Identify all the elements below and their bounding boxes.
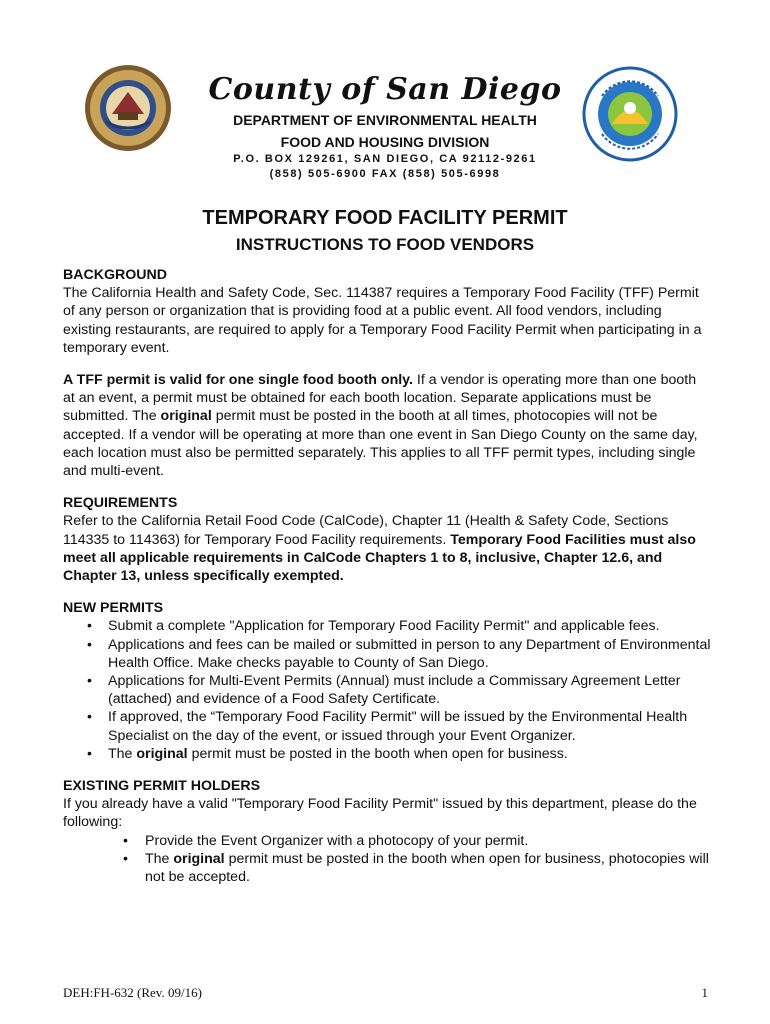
- list-item: • Applications and fees can be mailed or submitted in person to any Department of Environmental Health Office. Make checks payable to County of San Diego.: [87, 636, 711, 671]
- division-name: FOOD AND HOUSING DIVISION: [280, 134, 490, 150]
- list-item: • The original permit must be posted in the booth when open for business, photocopies will not be accepted.: [123, 850, 709, 886]
- deh-seal-logo: [582, 66, 678, 162]
- tff-single-booth-note: A TFF permit is valid for one single food booth only.: [63, 372, 413, 389]
- existing-holders-list: [63, 832, 711, 887]
- document-subtitle: INSTRUCTIONS TO FOOD VENDORS: [235, 235, 535, 254]
- page-number: 1: [701, 985, 708, 1000]
- letterhead: [190, 72, 580, 182]
- existing-holders-heading: EXISTING PERMIT HOLDERS: [63, 778, 261, 795]
- document-titles: [0, 205, 770, 257]
- department-name: DEPARTMENT OF ENVIRONMENTAL HEALTH: [233, 112, 537, 128]
- list-item: • If approved, the “Temporary Food Facility Permit" will be issued by the Environmental Health Specialist on the day of the event, or issued through your Event Organizer.: [87, 709, 688, 744]
- new-permits-list: [63, 617, 711, 763]
- list-item: • The original permit must be posted in the booth when open for business.: [87, 745, 568, 762]
- background-paragraph-1: The California Health and Safety Code, Sec. 114387 requires a Temporary Food Facility (TFF) Permit of any person or organization that is providing food at a public event. All food vendors, including existing restaurants, are required to apply for a Temporary Food Facility Permit when participating in a temporary event.: [63, 285, 702, 356]
- background-heading: BACKGROUND: [63, 267, 168, 283]
- background-paragraph-2: A TFF permit is valid for one single food booth only. If a vendor is operating more than one booth at an event, a permit must be obtained for each booth location. Separate applications must be submitted. The original permit must be posted in the booth at all times, photocopies will not be accepted. If a vendor will be operating at more than one event in San Diego County on the same day, each location must also be permitted separately. This applies to all TFF permit types, including single and multi-event.: [63, 372, 698, 480]
- county-seal-logo: [84, 64, 172, 152]
- phone-fax: (858) 505-6900 FAX (858) 505-6998: [269, 168, 501, 180]
- list-item: • Applications for Multi-Event Permits (Annual) must include a Commissary Agreement Letter (attached) and evidence of a Food Safety Certificate.: [87, 673, 681, 708]
- requirements-paragraph: Refer to the California Retail Food Code (CalCode), Chapter 11 (Health & Safety Code, Sections 114335 to 114363) for Temporary Food Facility requirements. Temporary Food Facilities must also meet all applicable requirements in CalCode Chapters 1 to 8, inclusive, Chapter 12.6, and Chapter 13, unless specifically exempted.: [63, 513, 696, 585]
- existing-holders-intro: If you already have a valid "Temporary Food Facility Permit" issued by this department, please do the following:: [63, 796, 697, 831]
- county-title: County of San Diego: [208, 72, 562, 107]
- form-id: DEH:FH-632 (Rev. 09/16): [63, 985, 202, 1000]
- list-item: • Submit a complete "Application for Temporary Food Facility Permit" and applicable fees.: [87, 618, 660, 635]
- document-body: [63, 266, 711, 886]
- new-permits-heading: NEW PERMITS: [63, 600, 164, 617]
- requirements-heading: REQUIREMENTS: [63, 495, 178, 512]
- list-item: • Provide the Event Organizer with a photocopy of your permit.: [123, 832, 529, 849]
- document-title: TEMPORARY FOOD FACILITY PERMIT: [202, 207, 568, 229]
- mailing-address: P.O. BOX 129261, SAN DIEGO, CA 92112-9261: [233, 153, 537, 165]
